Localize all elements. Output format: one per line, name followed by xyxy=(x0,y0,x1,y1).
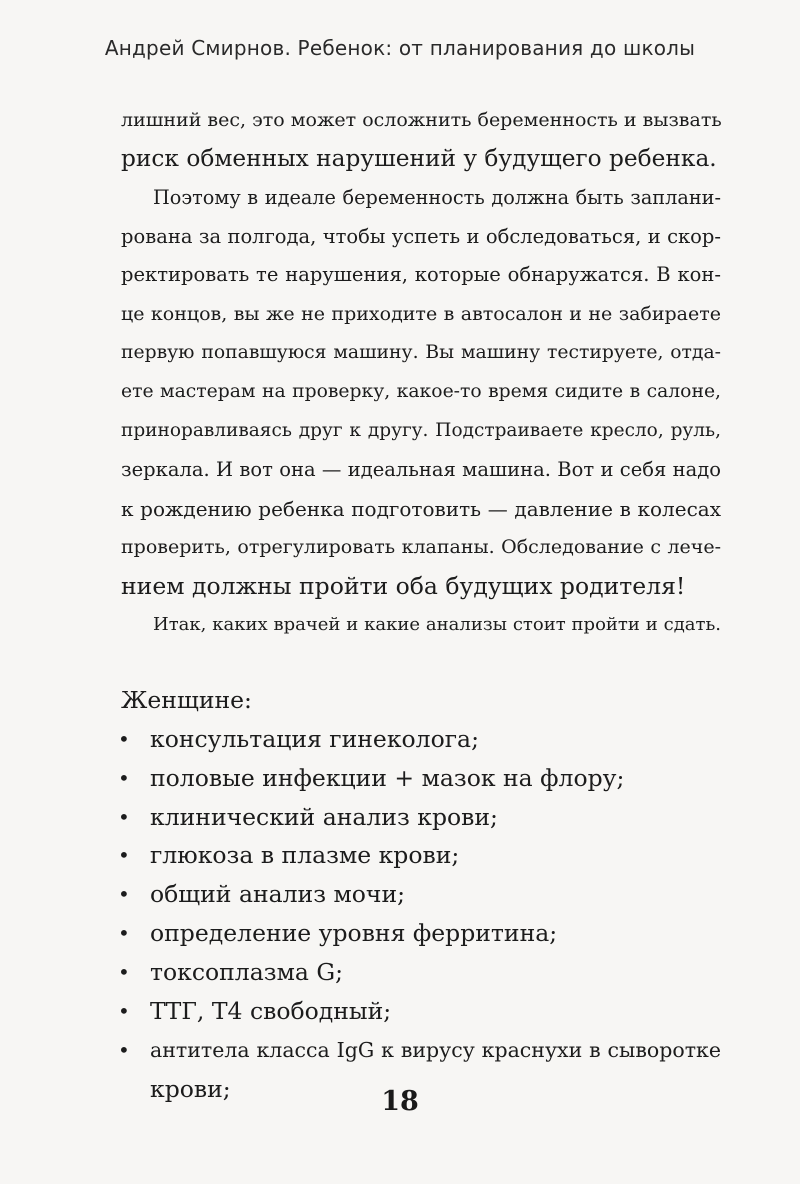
list-item: половые инфекции + мазок на флору; xyxy=(150,764,625,792)
list-item-continuation: крови; xyxy=(150,1075,231,1103)
paragraph-line: к рождению ребенка подготовить — давление в колесах xyxy=(121,497,721,521)
paragraph-line: первую попавшуюся машину. Вы машину тестируете, отда- xyxy=(121,342,721,363)
bullet-marker: • xyxy=(118,960,130,984)
bullet-marker: • xyxy=(118,999,130,1023)
paragraph-line: проверить, отрегулировать клапаны. Обследование с лече- xyxy=(121,536,721,558)
paragraph-line: Итак, каких врачей и какие анализы стоит пройти и сдать. xyxy=(153,614,721,635)
paragraph-line: Поэтому в идеале беременность должна быть заплани- xyxy=(153,186,721,209)
paragraph-line: ректировать те нарушения, которые обнаружатся. В кон- xyxy=(121,263,721,286)
paragraph-line: рована за полгода, чтобы успеть и обследоваться, и скор- xyxy=(121,225,721,248)
list-item: общий анализ мочи; xyxy=(150,880,406,908)
list-item: антитела класса IgG к вирусу краснухи в сыворотке xyxy=(150,1038,721,1062)
list-item: токсоплазма G; xyxy=(150,958,344,986)
paragraph-line: лишний вес, это может осложнить беременность и вызвать xyxy=(121,109,722,131)
paragraph-line: це концов, вы же не приходите в автосалон и не забираете xyxy=(121,303,721,325)
bullet-marker: • xyxy=(118,1038,130,1062)
list-item: глюкоза в плазме крови; xyxy=(150,841,460,869)
bullet-marker: • xyxy=(118,921,130,945)
paragraph-line: зеркала. И вот она — идеальная машина. Вот и себя надо xyxy=(121,458,721,481)
list-heading: Женщине: xyxy=(121,686,252,714)
paragraph-line: риск обменных нарушений у будущего ребенка. xyxy=(121,145,717,172)
bullet-marker: • xyxy=(118,727,130,751)
paragraph-line: ете мастерам на проверку, какое-то время сидите в салоне, xyxy=(121,381,721,402)
bullet-marker: • xyxy=(118,882,130,906)
bullet-marker: • xyxy=(118,843,130,867)
bullet-marker: • xyxy=(118,805,130,829)
paragraph-line: нием должны пройти оба будущих родителя! xyxy=(121,572,686,600)
page-number: 18 xyxy=(381,1086,419,1117)
list-item: консультация гинеколога; xyxy=(150,725,479,753)
list-item: определение уровня ферритина; xyxy=(150,919,558,947)
bullet-marker: • xyxy=(118,766,130,790)
list-item: клинический анализ крови; xyxy=(150,803,498,831)
list-item: ТТГ, Т4 свободный; xyxy=(150,997,392,1025)
paragraph-line: приноравливаясь друг к другу. Подстраиваете кресло, руль, xyxy=(121,420,721,441)
running-header: Андрей Смирнов. Ребенок: от планирования до школы xyxy=(104,36,696,60)
